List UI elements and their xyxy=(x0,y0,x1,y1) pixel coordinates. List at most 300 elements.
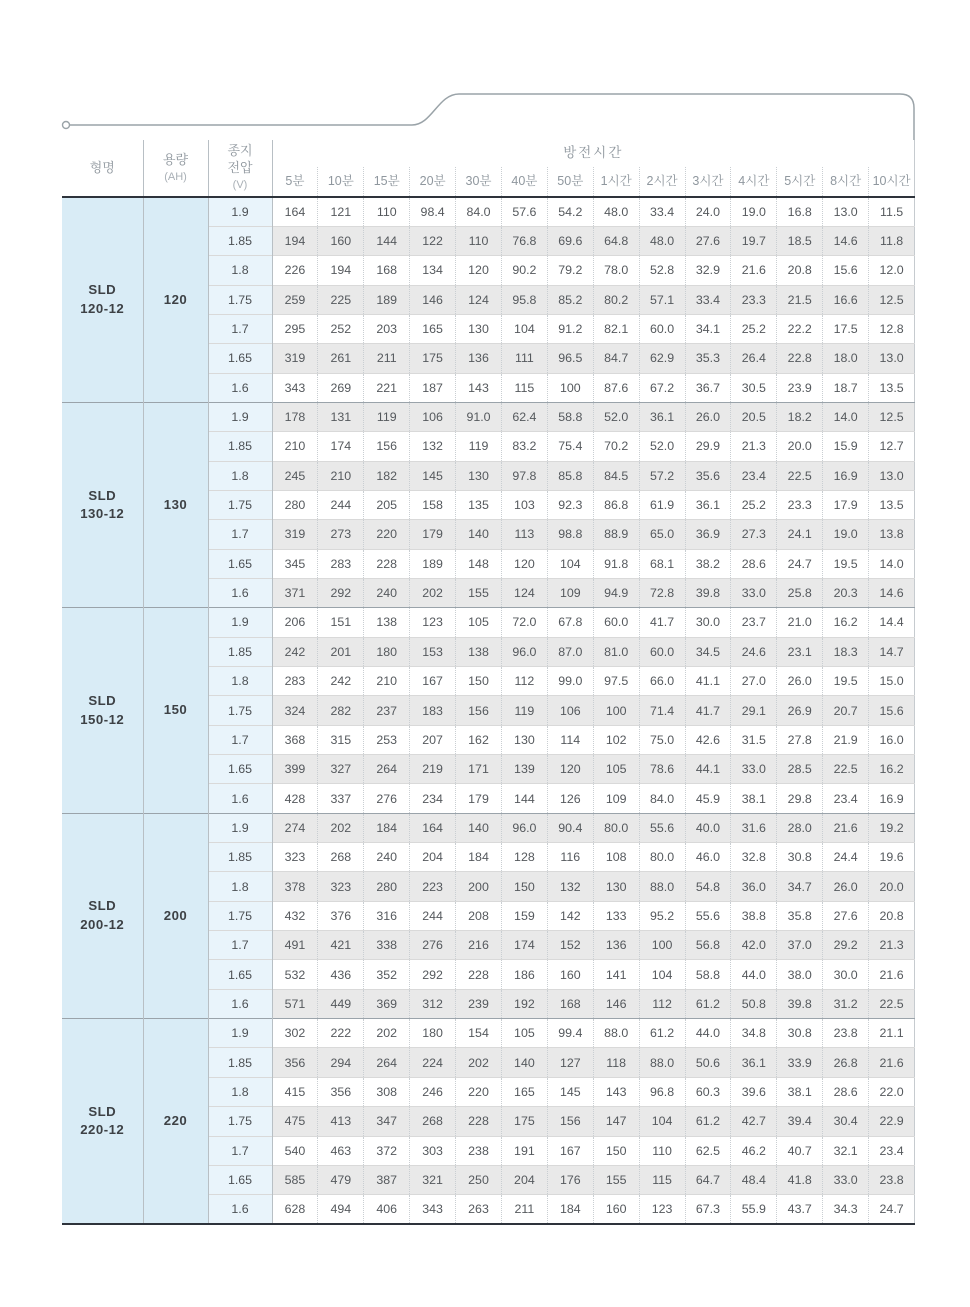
value-cell: 156 xyxy=(364,432,410,461)
value-cell: 99.0 xyxy=(547,667,593,696)
table-row xyxy=(62,608,915,637)
value-cell: 99.4 xyxy=(547,1019,593,1048)
value-cell: 105 xyxy=(501,1019,547,1048)
value-cell: 428 xyxy=(272,784,318,813)
value-cell: 479 xyxy=(318,1165,364,1194)
capacity-cell: 150 xyxy=(143,608,208,813)
voltage-cell: 1.8 xyxy=(208,872,272,901)
value-cell: 571 xyxy=(272,989,318,1018)
value-cell: 31.2 xyxy=(823,989,869,1018)
voltage-cell: 1.85 xyxy=(208,432,272,461)
value-cell: 67.8 xyxy=(547,608,593,637)
value-cell: 113 xyxy=(501,520,547,549)
value-cell: 34.3 xyxy=(823,1195,869,1224)
value-cell: 29.8 xyxy=(777,784,823,813)
value-cell: 345 xyxy=(272,549,318,578)
value-cell: 136 xyxy=(456,344,502,373)
value-cell: 16.0 xyxy=(869,725,915,754)
value-cell: 204 xyxy=(501,1165,547,1194)
value-cell: 34.7 xyxy=(777,872,823,901)
value-cell: 189 xyxy=(364,285,410,314)
value-cell: 283 xyxy=(318,549,364,578)
value-cell: 369 xyxy=(364,989,410,1018)
value-cell: 135 xyxy=(456,490,502,519)
value-cell: 105 xyxy=(593,755,639,784)
value-cell: 110 xyxy=(639,1136,685,1165)
value-cell: 292 xyxy=(318,578,364,607)
value-cell: 184 xyxy=(547,1195,593,1224)
value-cell: 16.8 xyxy=(777,197,823,226)
value-cell: 25.2 xyxy=(731,490,777,519)
value-cell: 104 xyxy=(639,1107,685,1136)
value-cell: 11.8 xyxy=(869,226,915,255)
value-cell: 167 xyxy=(410,667,456,696)
value-cell: 175 xyxy=(501,1107,547,1136)
capacity-column-header xyxy=(143,140,208,197)
value-cell: 41.8 xyxy=(777,1165,823,1194)
value-cell: 268 xyxy=(410,1107,456,1136)
value-cell: 491 xyxy=(272,931,318,960)
voltage-cell: 1.65 xyxy=(208,344,272,373)
value-cell: 174 xyxy=(318,432,364,461)
value-cell: 145 xyxy=(547,1077,593,1106)
value-cell: 143 xyxy=(593,1077,639,1106)
value-cell: 12.5 xyxy=(869,402,915,431)
value-cell: 494 xyxy=(318,1195,364,1224)
value-cell: 39.8 xyxy=(685,578,731,607)
value-cell: 26.0 xyxy=(685,402,731,431)
value-cell: 180 xyxy=(410,1019,456,1048)
value-cell: 327 xyxy=(318,755,364,784)
value-cell: 88.0 xyxy=(639,872,685,901)
value-cell: 26.9 xyxy=(777,696,823,725)
value-cell: 19.7 xyxy=(731,226,777,255)
value-cell: 84.0 xyxy=(456,197,502,226)
time-column-header: 10분 xyxy=(318,167,364,197)
value-cell: 28.6 xyxy=(731,549,777,578)
value-cell: 202 xyxy=(364,1019,410,1048)
model-header-label: 형명 xyxy=(89,159,115,175)
battery-discharge-table-container xyxy=(62,140,915,1225)
value-cell: 21.3 xyxy=(869,931,915,960)
value-cell: 106 xyxy=(547,696,593,725)
value-cell: 292 xyxy=(410,960,456,989)
value-cell: 100 xyxy=(639,931,685,960)
value-cell: 147 xyxy=(593,1107,639,1136)
value-cell: 156 xyxy=(547,1107,593,1136)
value-cell: 356 xyxy=(318,1077,364,1106)
value-cell: 68.1 xyxy=(639,549,685,578)
value-cell: 30.4 xyxy=(823,1107,869,1136)
value-cell: 164 xyxy=(272,197,318,226)
value-cell: 178 xyxy=(272,402,318,431)
value-cell: 120 xyxy=(456,256,502,285)
value-cell: 61.2 xyxy=(685,989,731,1018)
value-cell: 13.8 xyxy=(869,520,915,549)
value-cell: 20.3 xyxy=(823,578,869,607)
value-cell: 82.1 xyxy=(593,314,639,343)
value-cell: 104 xyxy=(639,960,685,989)
header-row-top xyxy=(62,140,915,167)
model-cell: SLD 150-12 xyxy=(62,608,143,813)
value-cell: 14.0 xyxy=(823,402,869,431)
value-cell: 57.2 xyxy=(639,461,685,490)
value-cell: 192 xyxy=(501,989,547,1018)
value-cell: 200 xyxy=(456,872,502,901)
value-cell: 15.6 xyxy=(869,696,915,725)
value-cell: 264 xyxy=(364,755,410,784)
value-cell: 21.6 xyxy=(731,256,777,285)
value-cell: 189 xyxy=(410,549,456,578)
value-cell: 103 xyxy=(501,490,547,519)
value-cell: 87.6 xyxy=(593,373,639,402)
value-cell: 34.1 xyxy=(685,314,731,343)
value-cell: 162 xyxy=(456,725,502,754)
value-cell: 84.0 xyxy=(639,784,685,813)
value-cell: 368 xyxy=(272,725,318,754)
value-cell: 54.2 xyxy=(547,197,593,226)
value-cell: 62.4 xyxy=(501,402,547,431)
value-cell: 14.4 xyxy=(869,608,915,637)
value-cell: 24.6 xyxy=(731,637,777,666)
value-cell: 50.8 xyxy=(731,989,777,1018)
value-cell: 21.6 xyxy=(823,813,869,842)
value-cell: 24.4 xyxy=(823,843,869,872)
value-cell: 84.7 xyxy=(593,344,639,373)
value-cell: 65.0 xyxy=(639,520,685,549)
voltage-cell: 1.65 xyxy=(208,960,272,989)
value-cell: 168 xyxy=(547,989,593,1018)
value-cell: 58.8 xyxy=(547,402,593,431)
value-cell: 23.3 xyxy=(777,490,823,519)
voltage-cell: 1.6 xyxy=(208,1195,272,1224)
value-cell: 23.8 xyxy=(869,1165,915,1194)
value-cell: 58.8 xyxy=(685,960,731,989)
value-cell: 34.8 xyxy=(731,1019,777,1048)
time-column-header: 40분 xyxy=(501,167,547,197)
capacity-header-label: 용량 xyxy=(162,151,189,167)
value-cell: 210 xyxy=(272,432,318,461)
value-cell: 323 xyxy=(318,872,364,901)
value-cell: 140 xyxy=(501,1048,547,1077)
value-cell: 237 xyxy=(364,696,410,725)
value-cell: 44.0 xyxy=(731,960,777,989)
value-cell: 280 xyxy=(364,872,410,901)
value-cell: 84.5 xyxy=(593,461,639,490)
value-cell: 21.1 xyxy=(869,1019,915,1048)
value-cell: 17.9 xyxy=(823,490,869,519)
voltage-cell: 1.7 xyxy=(208,931,272,960)
value-cell: 41.7 xyxy=(639,608,685,637)
value-cell: 23.3 xyxy=(731,285,777,314)
value-cell: 475 xyxy=(272,1107,318,1136)
value-cell: 223 xyxy=(410,872,456,901)
value-cell: 142 xyxy=(547,901,593,930)
time-column-header: 10시간 xyxy=(869,167,915,197)
capacity-cell: 120 xyxy=(143,197,208,402)
time-column-header: 5분 xyxy=(272,167,318,197)
value-cell: 191 xyxy=(501,1136,547,1165)
value-cell: 20.8 xyxy=(777,256,823,285)
value-cell: 225 xyxy=(318,285,364,314)
voltage-cell: 1.7 xyxy=(208,314,272,343)
value-cell: 60.0 xyxy=(639,314,685,343)
value-cell: 202 xyxy=(410,578,456,607)
value-cell: 24.7 xyxy=(869,1195,915,1224)
value-cell: 155 xyxy=(456,578,502,607)
value-cell: 25.2 xyxy=(731,314,777,343)
value-cell: 228 xyxy=(364,549,410,578)
voltage-unit-label: (V) xyxy=(232,178,248,191)
value-cell: 130 xyxy=(456,461,502,490)
value-cell: 15.0 xyxy=(869,667,915,696)
value-cell: 20.0 xyxy=(777,432,823,461)
value-cell: 211 xyxy=(364,344,410,373)
value-cell: 140 xyxy=(456,813,502,842)
value-cell: 145 xyxy=(410,461,456,490)
value-cell: 585 xyxy=(272,1165,318,1194)
voltage-cell: 1.65 xyxy=(208,755,272,784)
value-cell: 264 xyxy=(364,1048,410,1077)
value-cell: 22.8 xyxy=(777,344,823,373)
value-cell: 22.5 xyxy=(777,461,823,490)
value-cell: 13.0 xyxy=(869,344,915,373)
voltage-column-header xyxy=(208,140,272,197)
value-cell: 165 xyxy=(501,1077,547,1106)
capacity-cell: 130 xyxy=(143,402,208,607)
value-cell: 41.1 xyxy=(685,667,731,696)
value-cell: 35.3 xyxy=(685,344,731,373)
value-cell: 228 xyxy=(456,1107,502,1136)
value-cell: 239 xyxy=(456,989,502,1018)
value-cell: 98.8 xyxy=(547,520,593,549)
value-cell: 72.8 xyxy=(639,578,685,607)
value-cell: 102 xyxy=(593,725,639,754)
value-cell: 244 xyxy=(318,490,364,519)
value-cell: 303 xyxy=(410,1136,456,1165)
value-cell: 33.0 xyxy=(731,755,777,784)
value-cell: 41.7 xyxy=(685,696,731,725)
value-cell: 347 xyxy=(364,1107,410,1136)
value-cell: 131 xyxy=(318,402,364,431)
value-cell: 399 xyxy=(272,755,318,784)
value-cell: 316 xyxy=(364,901,410,930)
value-cell: 628 xyxy=(272,1195,318,1224)
value-cell: 44.1 xyxy=(685,755,731,784)
value-cell: 29.9 xyxy=(685,432,731,461)
value-cell: 134 xyxy=(410,256,456,285)
value-cell: 81.0 xyxy=(593,637,639,666)
value-cell: 91.0 xyxy=(456,402,502,431)
value-cell: 221 xyxy=(364,373,410,402)
value-cell: 283 xyxy=(272,667,318,696)
value-cell: 138 xyxy=(364,608,410,637)
value-cell: 210 xyxy=(318,461,364,490)
battery-discharge-table xyxy=(62,140,915,1225)
value-cell: 123 xyxy=(410,608,456,637)
value-cell: 57.6 xyxy=(501,197,547,226)
value-cell: 48.4 xyxy=(731,1165,777,1194)
value-cell: 33.4 xyxy=(685,285,731,314)
value-cell: 11.5 xyxy=(869,197,915,226)
value-cell: 15.6 xyxy=(823,256,869,285)
value-cell: 21.9 xyxy=(823,725,869,754)
value-cell: 38.0 xyxy=(777,960,823,989)
value-cell: 26.8 xyxy=(823,1048,869,1077)
value-cell: 27.3 xyxy=(731,520,777,549)
value-cell: 76.8 xyxy=(501,226,547,255)
voltage-cell: 1.65 xyxy=(208,549,272,578)
value-cell: 140 xyxy=(456,520,502,549)
value-cell: 32.1 xyxy=(823,1136,869,1165)
value-cell: 109 xyxy=(593,784,639,813)
value-cell: 16.2 xyxy=(869,755,915,784)
value-cell: 14.0 xyxy=(869,549,915,578)
table-row xyxy=(62,1019,915,1048)
value-cell: 19.0 xyxy=(731,197,777,226)
value-cell: 23.9 xyxy=(777,373,823,402)
value-cell: 88.0 xyxy=(639,1048,685,1077)
value-cell: 183 xyxy=(410,696,456,725)
value-cell: 18.3 xyxy=(823,637,869,666)
value-cell: 13.0 xyxy=(869,461,915,490)
value-cell: 96.0 xyxy=(501,637,547,666)
value-cell: 12.7 xyxy=(869,432,915,461)
value-cell: 30.8 xyxy=(777,1019,823,1048)
value-cell: 242 xyxy=(272,637,318,666)
value-cell: 115 xyxy=(639,1165,685,1194)
value-cell: 16.2 xyxy=(823,608,869,637)
value-cell: 30.0 xyxy=(685,608,731,637)
value-cell: 36.7 xyxy=(685,373,731,402)
value-cell: 109 xyxy=(547,578,593,607)
value-cell: 28.6 xyxy=(823,1077,869,1106)
value-cell: 87.0 xyxy=(547,637,593,666)
voltage-cell: 1.7 xyxy=(208,1136,272,1165)
value-cell: 95.8 xyxy=(501,285,547,314)
value-cell: 27.8 xyxy=(777,725,823,754)
value-cell: 23.8 xyxy=(823,1019,869,1048)
value-cell: 319 xyxy=(272,344,318,373)
value-cell: 207 xyxy=(410,725,456,754)
value-cell: 20.5 xyxy=(731,402,777,431)
value-cell: 20.0 xyxy=(869,872,915,901)
value-cell: 187 xyxy=(410,373,456,402)
value-cell: 48.0 xyxy=(639,226,685,255)
table-row xyxy=(62,813,915,842)
value-cell: 32.9 xyxy=(685,256,731,285)
value-cell: 19.2 xyxy=(869,813,915,842)
value-cell: 50.6 xyxy=(685,1048,731,1077)
value-cell: 378 xyxy=(272,872,318,901)
value-cell: 97.8 xyxy=(501,461,547,490)
value-cell: 35.6 xyxy=(685,461,731,490)
value-cell: 194 xyxy=(318,256,364,285)
value-cell: 449 xyxy=(318,989,364,1018)
voltage-cell: 1.85 xyxy=(208,843,272,872)
value-cell: 202 xyxy=(456,1048,502,1077)
value-cell: 19.0 xyxy=(823,520,869,549)
value-cell: 376 xyxy=(318,901,364,930)
value-cell: 194 xyxy=(272,226,318,255)
value-cell: 228 xyxy=(456,960,502,989)
value-cell: 160 xyxy=(318,226,364,255)
table-header xyxy=(62,140,915,197)
time-column-header: 2시간 xyxy=(639,167,685,197)
value-cell: 186 xyxy=(501,960,547,989)
value-cell: 159 xyxy=(501,901,547,930)
line-start-circle-icon xyxy=(63,122,70,129)
value-cell: 146 xyxy=(410,285,456,314)
value-cell: 104 xyxy=(547,549,593,578)
value-cell: 52.8 xyxy=(639,256,685,285)
value-cell: 75.4 xyxy=(547,432,593,461)
value-cell: 132 xyxy=(547,872,593,901)
voltage-cell: 1.75 xyxy=(208,490,272,519)
value-cell: 138 xyxy=(456,637,502,666)
voltage-cell: 1.75 xyxy=(208,696,272,725)
value-cell: 112 xyxy=(501,667,547,696)
value-cell: 61.2 xyxy=(639,1019,685,1048)
value-cell: 61.2 xyxy=(685,1107,731,1136)
value-cell: 80.0 xyxy=(593,813,639,842)
value-cell: 282 xyxy=(318,696,364,725)
value-cell: 220 xyxy=(364,520,410,549)
voltage-cell: 1.6 xyxy=(208,989,272,1018)
model-cell: SLD 200-12 xyxy=(62,813,143,1018)
value-cell: 338 xyxy=(364,931,410,960)
value-cell: 91.2 xyxy=(547,314,593,343)
value-cell: 280 xyxy=(272,490,318,519)
value-cell: 22.2 xyxy=(777,314,823,343)
value-cell: 319 xyxy=(272,520,318,549)
value-cell: 226 xyxy=(272,256,318,285)
value-cell: 44.0 xyxy=(685,1019,731,1048)
value-cell: 22.0 xyxy=(869,1077,915,1106)
value-cell: 115 xyxy=(501,373,547,402)
value-cell: 121 xyxy=(318,197,364,226)
value-cell: 70.2 xyxy=(593,432,639,461)
value-cell: 238 xyxy=(456,1136,502,1165)
value-cell: 240 xyxy=(364,578,410,607)
value-cell: 36.9 xyxy=(685,520,731,549)
value-cell: 38.1 xyxy=(731,784,777,813)
value-cell: 269 xyxy=(318,373,364,402)
value-cell: 124 xyxy=(456,285,502,314)
value-cell: 23.7 xyxy=(731,608,777,637)
value-cell: 55.9 xyxy=(731,1195,777,1224)
value-cell: 20.8 xyxy=(869,901,915,930)
value-cell: 118 xyxy=(593,1048,639,1077)
voltage-header-label-2: 전압 xyxy=(227,159,253,175)
value-cell: 25.8 xyxy=(777,578,823,607)
value-cell: 273 xyxy=(318,520,364,549)
value-cell: 21.3 xyxy=(731,432,777,461)
value-cell: 94.9 xyxy=(593,578,639,607)
value-cell: 86.8 xyxy=(593,490,639,519)
value-cell: 245 xyxy=(272,461,318,490)
value-cell: 12.5 xyxy=(869,285,915,314)
value-cell: 22.9 xyxy=(869,1107,915,1136)
value-cell: 40.0 xyxy=(685,813,731,842)
voltage-cell: 1.85 xyxy=(208,637,272,666)
value-cell: 14.7 xyxy=(869,637,915,666)
value-cell: 219 xyxy=(410,755,456,784)
value-cell: 406 xyxy=(364,1195,410,1224)
value-cell: 263 xyxy=(456,1195,502,1224)
voltage-cell: 1.75 xyxy=(208,901,272,930)
value-cell: 96.5 xyxy=(547,344,593,373)
